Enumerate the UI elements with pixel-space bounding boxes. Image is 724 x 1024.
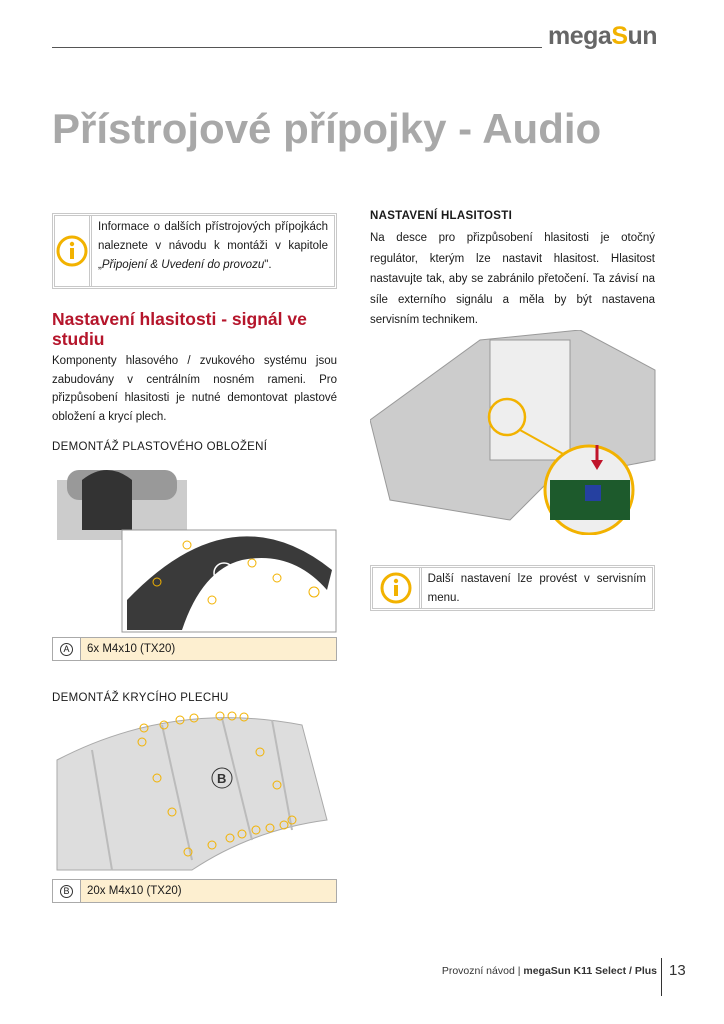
label-a: A [60, 643, 73, 656]
info-icon [373, 568, 422, 608]
header-rule [52, 47, 542, 48]
step2-heading: DEMONTÁŽ KRYCÍHO PLECHU [52, 692, 229, 704]
info-icon [55, 216, 92, 286]
cover-removal-image [52, 460, 337, 635]
megasun-logo: megaSun [548, 22, 658, 50]
step1-heading: DEMONTÁŽ PLASTOVÉHO OBLOŽENÍ [52, 441, 268, 453]
svg-text:B: B [217, 771, 227, 786]
section-body: Komponenty hlasového / zvukového systému jsou zabudovány v centrálním nosném rameni. Pro přizpůsobení hlasitosti je nutné demontovat plastové obložení a krycí plech. [52, 355, 337, 423]
footer-text: Provozní návod | megaSun K11 Select / Plus [441, 965, 657, 977]
legend-value-b: 20x M4x10 (TX20) [81, 880, 336, 902]
info-text-right: Další nastavení lze provést v servisním menu. [427, 573, 646, 604]
footer-divider [661, 958, 662, 996]
svg-text:A: A [220, 566, 229, 581]
right-body: Na desce pro přizpůsobení hlasitosti je otočný regulátor, kterým lze nastavit hlasitost. Hlasitost nastavujte tak, aby se zabránilo přetočení. Ta závisí na síle externího signálu a měla by být nastavena servisním technikem. [370, 232, 655, 326]
info-box [52, 213, 337, 289]
right-heading: NASTAVENÍ HLASITOSTI [370, 210, 513, 222]
info-text: Informace o dalších přístrojových přípojkách naleznete v návodu k montáži v kapitole „Připojení & Uvedení do provozu". [98, 221, 328, 271]
page-title: Přístrojové přípojky - Audio [52, 105, 602, 152]
page-number: 13 [669, 962, 686, 979]
legend-row-a [52, 637, 337, 661]
legend-value-a: 6x M4x10 (TX20) [81, 638, 336, 660]
sheet-removal-image [52, 710, 337, 875]
legend-row-b [52, 879, 337, 903]
label-b: B [60, 885, 73, 898]
section-heading: Nastavení hlasitosti - signál ve studiu [52, 309, 307, 349]
volume-board-image [370, 330, 657, 535]
info-box-right [370, 565, 655, 611]
